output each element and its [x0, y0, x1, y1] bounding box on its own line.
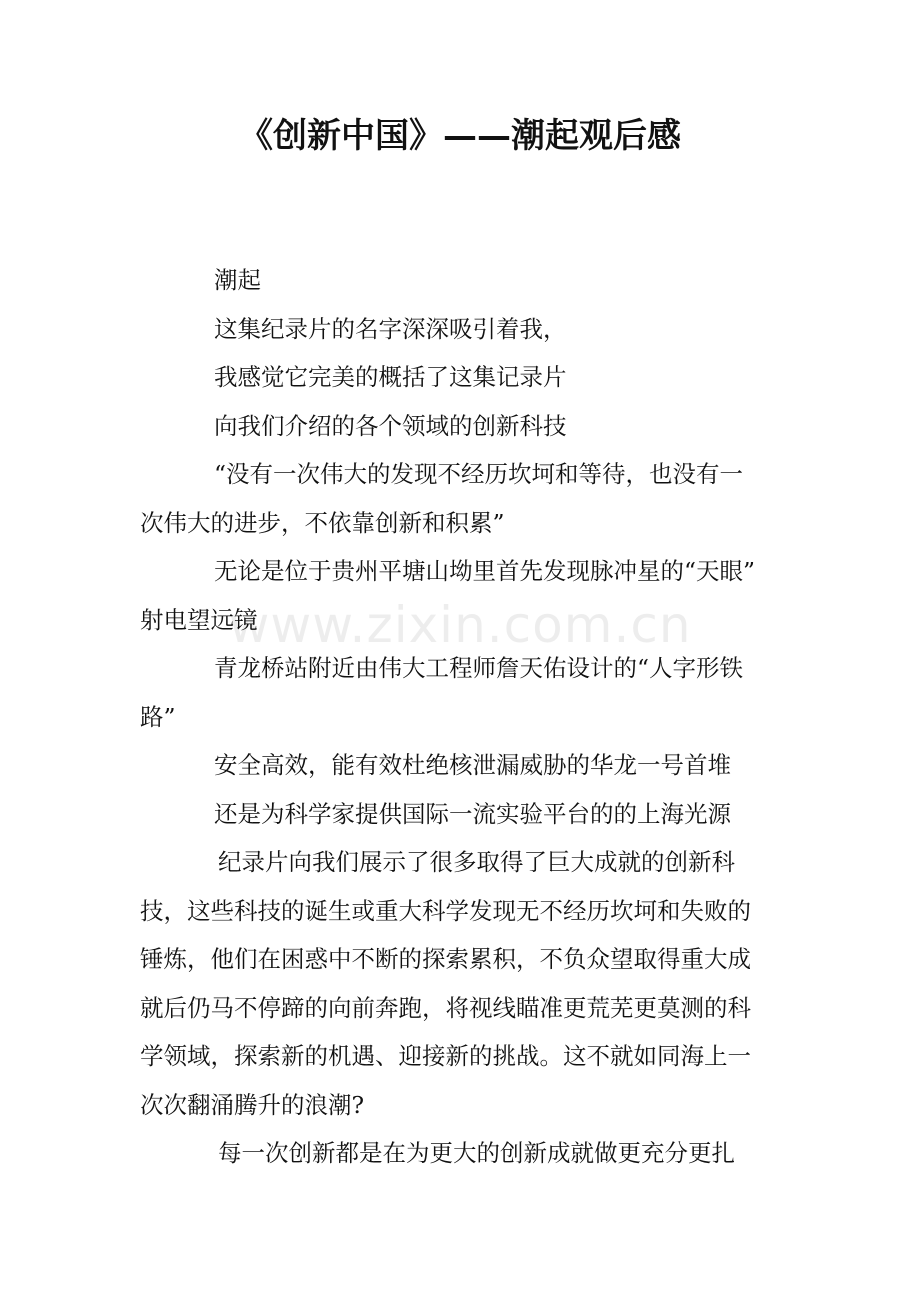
- text-line: 学领域，探索新的机遇、迎接新的挑战。这不就如同海上一: [140, 1042, 751, 1070]
- text-line: 次次翻涌腾升的浪潮?: [140, 1090, 365, 1119]
- text-line: 次伟大的进步，不依靠创新和积累”: [140, 508, 505, 537]
- text-line: 这集纪录片的名字深深吸引着我，: [214, 314, 567, 343]
- text-line: 每一次创新都是在为更大的创新成就做更充分更扎: [218, 1139, 735, 1167]
- watermark: www.zixin.com.cn: [228, 596, 692, 654]
- text-line: 我感觉它完美的概括了这集记录片: [214, 363, 567, 391]
- text-line: 就后仍马不停蹄的向前奔跑，将视线瞄准更荒芜更莫测的科: [140, 993, 751, 1022]
- text-line: 向我们介绍的各个领域的创新科技: [214, 411, 567, 440]
- text-line: 安全高效，能有效杜绝核泄漏威胁的华龙一号首堆: [214, 751, 731, 779]
- text-line: “没有一次伟大的发现不经历坎坷和等待，也没有一: [214, 460, 744, 488]
- text-line: 无论是位于贵州平塘山坳里首先发现脉冲星的“天眼”: [214, 557, 756, 585]
- document-body: [140, 256, 785, 1178]
- text-line: 青龙桥站附近由伟大工程师詹天佑设计的“人字形铁: [214, 654, 744, 682]
- text-line: 路”: [140, 702, 176, 731]
- text-line: 射电望远镜: [140, 605, 258, 634]
- text-line: 还是为科学家提供国际一流实验平台的的上海光源: [214, 799, 731, 828]
- text-line: 锤炼，他们在困惑中不断的探索累积，不负众望取得重大成: [140, 945, 751, 973]
- text-line: 纪录片向我们展示了很多取得了巨大成就的创新科: [218, 848, 735, 876]
- document-title: 《创新中国》——潮起观后感: [239, 116, 681, 156]
- text-line: 潮起: [214, 266, 261, 294]
- text-line: 技，这些科技的诞生或重大科学发现无不经历坎坷和失败的: [140, 896, 751, 925]
